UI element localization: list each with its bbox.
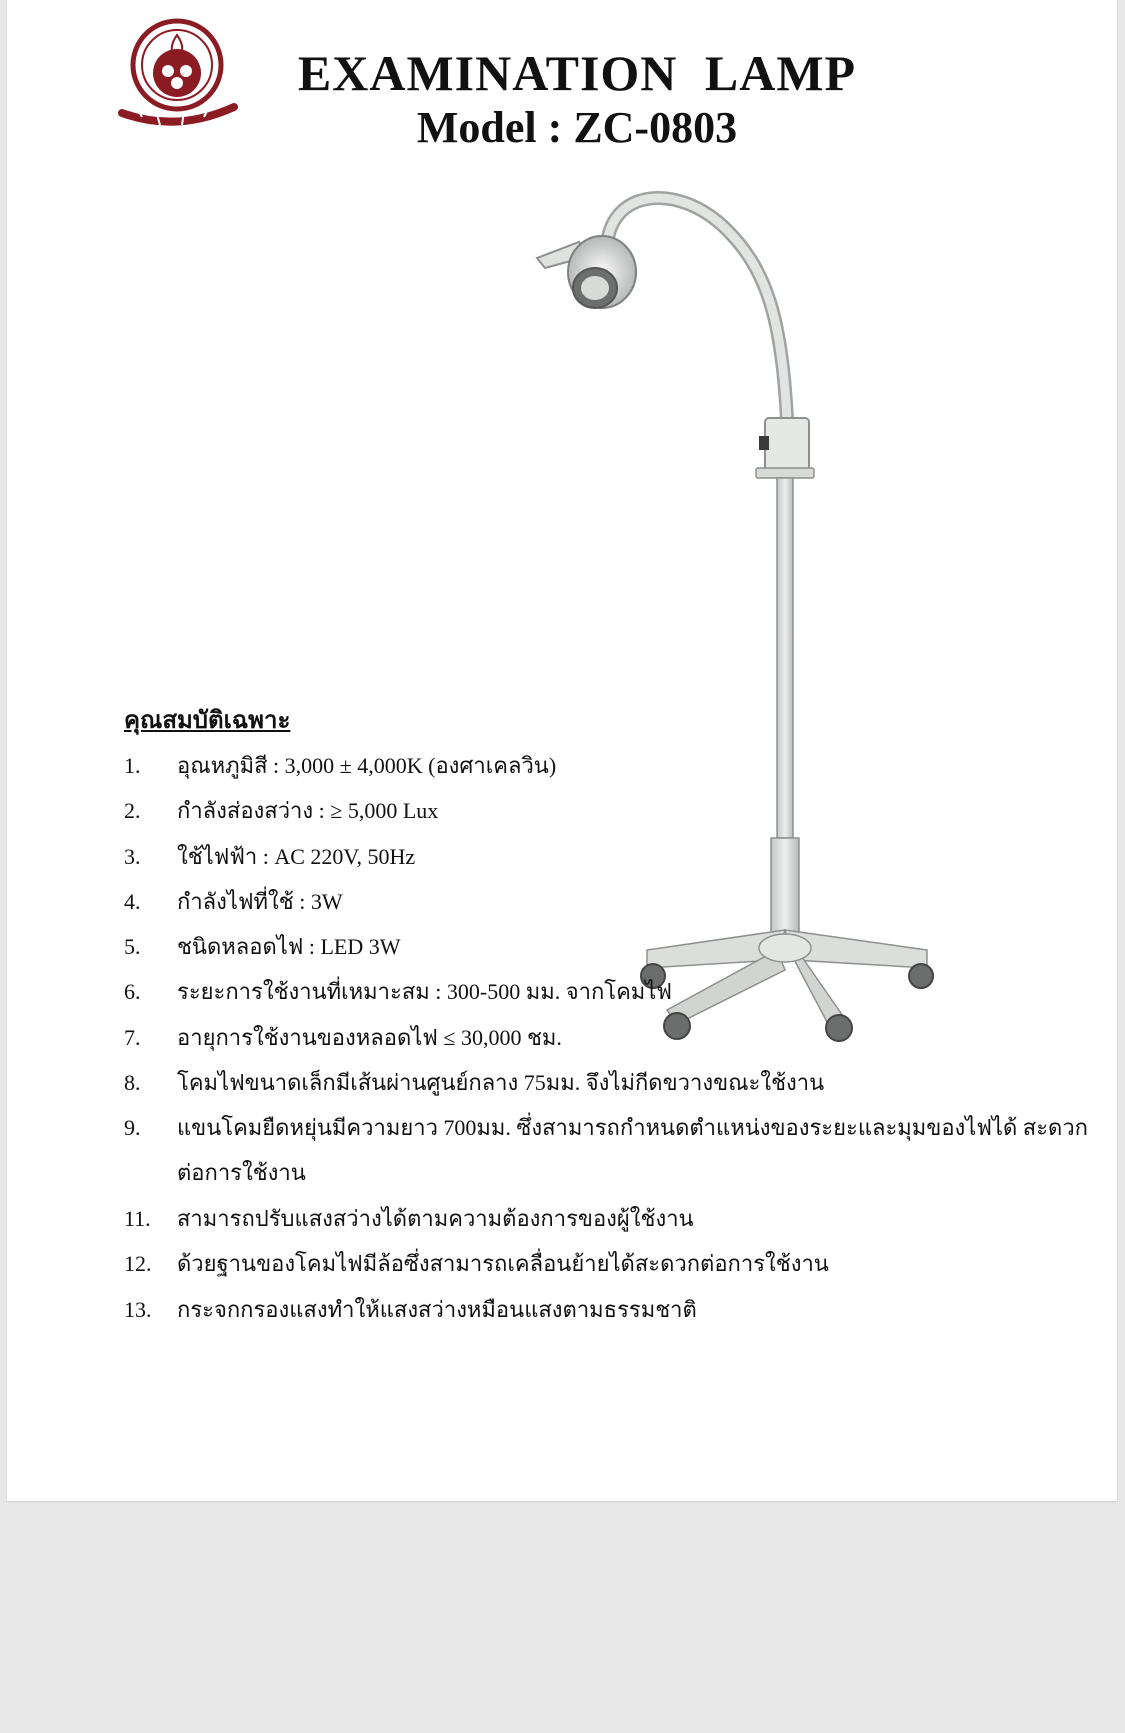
item-number: 11. [124,1205,151,1231]
model-number: Model : ZC-0803 [416,103,738,152]
item-text: โคมไฟขนาดเล็กมีเส้นผ่านศูนย์กลาง 75มม. จึงไม่กีดขวางขณะใช้งาน [177,1070,825,1096]
item-text: สามารถปรับแสงสว่างได้ตามความต้องการของผู้ใช้งาน [177,1205,694,1231]
item-text: ชนิดหลอดไฟ : LED 3W [177,934,401,960]
item-number: 3. [124,843,141,869]
item-number: 6. [124,979,141,1005]
item-text: ด้วยฐานของโคมไฟมีล้อซึ่งสามารถเคลื่อนย้ายได้สะดวกต่อการใช้งาน [177,1251,829,1277]
item-number: 13. [124,1296,152,1322]
item-text: กำลังส่องสว่าง : ≥ 5,000 Lux [177,798,439,824]
item-text: กระจกกรองแสงทำให้แสงสว่างหมือนแสงตามธรรมชาติ [177,1296,697,1322]
item-number: 12. [124,1251,152,1277]
item-text: กำลังไฟที่ใช้ : 3W [177,888,343,914]
item-text: แขนโคมยืดหยุ่นมีความยาว 700มม. ซึ่งสามารถกำหนดตำแหน่งของระยะและมุมของไฟได้ สะดวกต่อการใช้งาน [177,1115,1088,1186]
item-number: 1. [124,753,141,778]
document-page [7,0,1117,1501]
item-text: ระยะการใช้งานที่เหมาะสม : 300-500 มม. จากโคมไฟ [177,979,672,1005]
item-number: 9. [124,1115,141,1141]
page-title: EXAMINATION LAMP [297,45,857,101]
item-number: 4. [124,888,141,914]
item-number: 8. [124,1070,141,1096]
item-text: ใช้ไฟฟ้า : AC 220V, 50Hz [177,843,416,869]
spec-heading: คุณสมบัติเฉพาะ [124,708,291,734]
item-number: 2. [124,798,141,824]
item-number: 7. [124,1024,141,1050]
item-number: 5. [124,934,141,960]
item-text: อายุการใช้งานของหลอดไฟ ≤ 30,000 ชม. [177,1024,562,1050]
item-text: อุณหภูมิสี : 3,000 ± 4,000K (องศาเคลวิน) [177,753,557,778]
